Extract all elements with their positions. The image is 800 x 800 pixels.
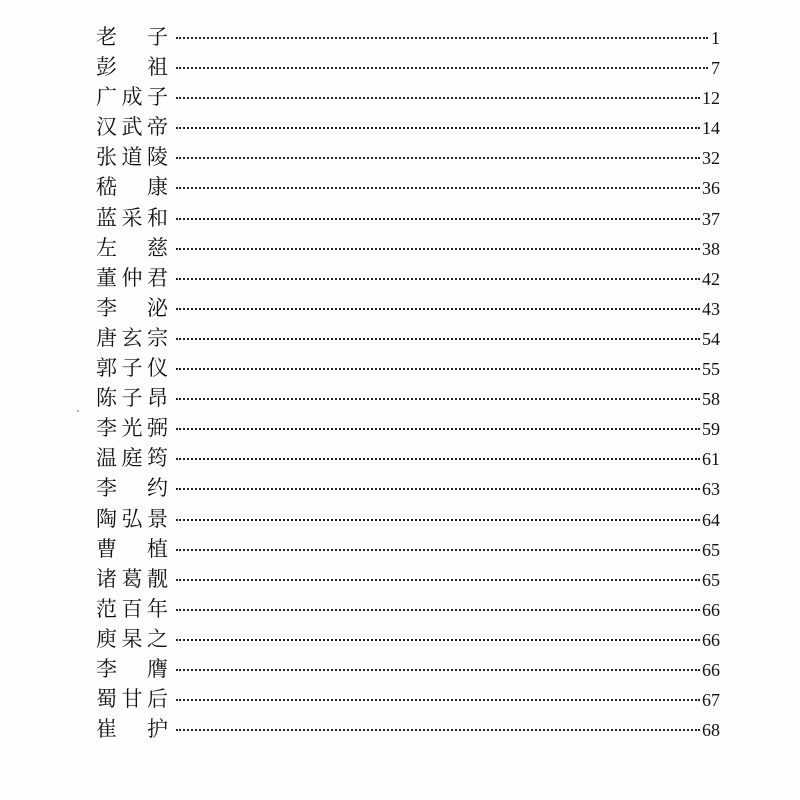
toc-entry (96, 714, 720, 744)
toc-entry-title: 彭 祖 (96, 55, 168, 80)
toc-entry (96, 684, 720, 714)
toc-entry (96, 263, 720, 293)
toc-entry-page-number: 58 (702, 389, 720, 410)
dot-leader (176, 549, 700, 551)
toc-entry (96, 624, 720, 654)
toc-entry-title: 汉武帝 (96, 115, 168, 140)
toc-entry-page-number: 66 (702, 659, 720, 680)
toc-entry-page-number: 36 (702, 178, 720, 199)
dot-leader (176, 398, 700, 400)
toc-entry-title: 范百年 (96, 596, 168, 621)
toc-entry (96, 323, 720, 353)
toc-entry (96, 353, 720, 383)
toc-entry-title: 陈子昂 (96, 386, 168, 411)
toc-entry (96, 293, 720, 323)
toc-entry (96, 22, 720, 52)
toc-entry-title: 温庭筠 (96, 446, 168, 471)
toc-entry (96, 142, 720, 172)
toc-entry-page-number: 67 (702, 690, 720, 711)
toc-entry (96, 473, 720, 503)
dot-leader (176, 458, 700, 460)
toc-entry-page-number: 37 (702, 208, 720, 229)
toc-entry-title: 唐玄宗 (96, 325, 168, 350)
dot-leader (176, 729, 700, 731)
toc-entry-page-number: 63 (702, 479, 720, 500)
dot-leader (176, 639, 700, 641)
toc-entry-page-number: 1 (711, 28, 720, 48)
toc-entry-title: 张道陵 (96, 145, 168, 170)
toc-entry-page-number: 12 (702, 88, 720, 109)
toc-entry (96, 233, 720, 263)
toc-entry-title: 蓝采和 (96, 205, 168, 230)
toc-entry (96, 82, 720, 112)
toc-entry-page-number: 65 (702, 539, 720, 560)
scan-speck (77, 410, 79, 412)
toc-entry-title: 广成子 (96, 85, 168, 110)
toc-entry-page-number: 59 (702, 419, 720, 440)
toc-entry (96, 112, 720, 142)
toc-entry (96, 654, 720, 684)
toc-entry-title: 庾杲之 (96, 626, 168, 651)
toc-entry-title: 蜀甘后 (96, 687, 168, 712)
toc-entry-page-number: 66 (702, 629, 720, 650)
dot-leader (176, 67, 708, 69)
toc-entry (96, 564, 720, 594)
dot-leader (176, 248, 700, 250)
toc-entry-title: 诸葛靓 (96, 566, 168, 591)
dot-leader (176, 579, 700, 581)
toc-entry (96, 413, 720, 443)
toc-entry-title: 曹 植 (96, 536, 168, 561)
dot-leader (176, 338, 700, 340)
dot-leader (176, 187, 700, 189)
toc-entry-page-number: 66 (702, 599, 720, 620)
toc-entry (96, 203, 720, 233)
toc-entry (96, 504, 720, 534)
toc-entry-title: 李 泌 (96, 295, 168, 320)
dot-leader (176, 127, 700, 129)
toc-entry-title: 陶弘景 (96, 506, 168, 531)
toc-entry-page-number: 68 (702, 720, 720, 741)
toc-entry-title: 李光弼 (96, 416, 168, 441)
toc-entry (96, 594, 720, 624)
toc-entry-title: 董仲君 (96, 265, 168, 290)
toc-entry-page-number: 38 (702, 238, 720, 259)
toc-entry (96, 52, 720, 82)
dot-leader (176, 97, 700, 99)
dot-leader (176, 37, 708, 39)
toc-entry-title: 李 约 (96, 476, 168, 501)
toc-entry-title: 崔 护 (96, 717, 168, 742)
dot-leader (176, 278, 700, 280)
toc-entry-page-number: 14 (702, 118, 720, 139)
toc-entry-page-number: 54 (702, 328, 720, 349)
dot-leader (176, 699, 700, 701)
toc-entry-page-number: 55 (702, 359, 720, 380)
toc-entry (96, 443, 720, 473)
toc-entry (96, 172, 720, 202)
toc-entry-title: 老 子 (96, 25, 168, 49)
toc-entry-page-number: 32 (702, 148, 720, 169)
toc-entry-page-number: 7 (711, 58, 720, 79)
toc-entry-title: 郭子仪 (96, 356, 168, 381)
toc-entry-page-number: 42 (702, 268, 720, 289)
dot-leader (176, 519, 700, 521)
dot-leader (176, 157, 700, 159)
dot-leader (176, 488, 700, 490)
toc-entry-page-number: 64 (702, 509, 720, 530)
dot-leader (176, 368, 700, 370)
dot-leader (176, 609, 700, 611)
toc-entry-page-number: 61 (702, 449, 720, 470)
toc-entry-title: 嵇 康 (96, 175, 168, 200)
dot-leader (176, 308, 700, 310)
toc-entry-title: 左 慈 (96, 235, 168, 260)
toc-entry-page-number: 65 (702, 569, 720, 590)
dot-leader (176, 218, 700, 220)
table-of-contents (96, 22, 720, 744)
toc-entry (96, 534, 720, 564)
dot-leader (176, 428, 700, 430)
toc-entry (96, 383, 720, 413)
dot-leader (176, 669, 700, 671)
toc-entry-page-number: 43 (702, 298, 720, 319)
toc-entry-title: 李 膺 (96, 656, 168, 681)
